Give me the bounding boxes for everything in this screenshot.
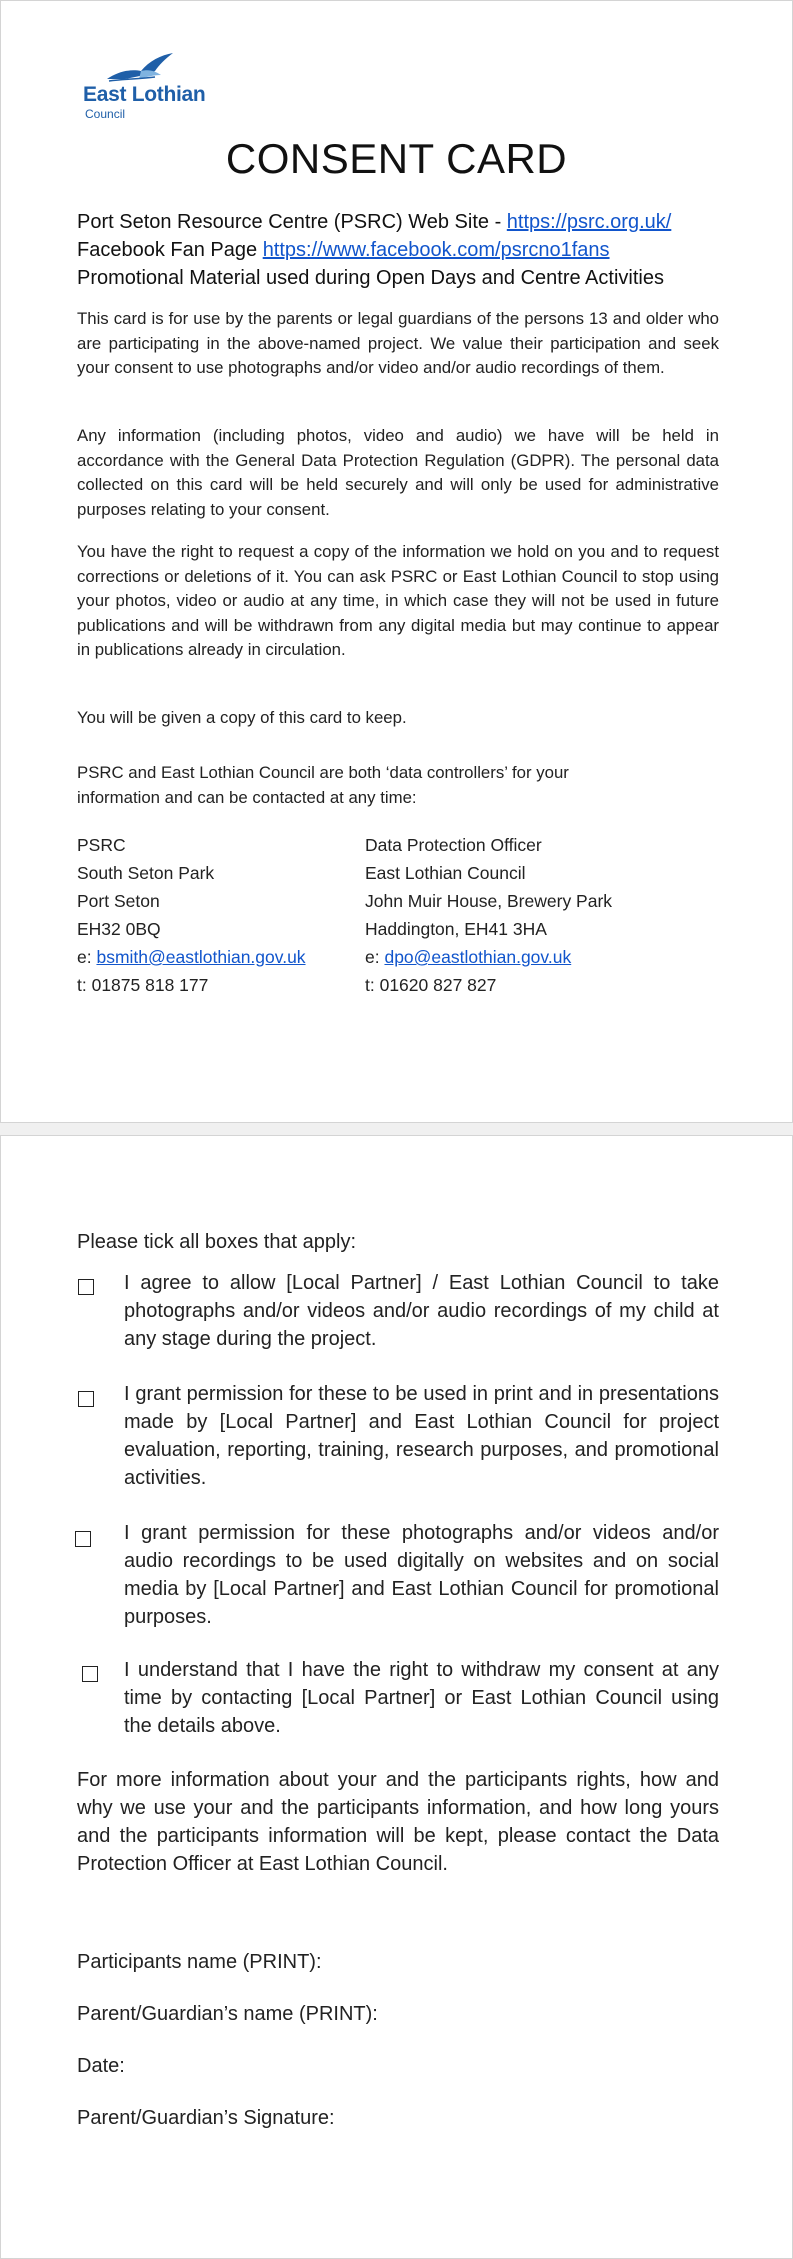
email-prefix: e: [77,947,97,967]
tick-instruction: Please tick all boxes that apply: [77,1231,357,1253]
participant-name-field[interactable]: Participants name (PRINT): [77,1951,322,1973]
address-line: John Muir House, Brewery Park [365,891,613,911]
address-line: PSRC [77,835,126,855]
email-line [365,943,612,971]
consent-checkbox-3[interactable] [75,1531,91,1547]
psrc-contact [77,831,306,999]
phone-line: t: 01875 818 177 [77,975,209,995]
rights-paragraph: You have the right to request a copy of the information we hold on you and to request corrections or deletions of it. You can ask PSRC or East Lothian Council to stop using your photos, video or audio at any time, in which case they will not be used in future publications and will be withdrawn from any digital media but may continue to appear in publications already in circulation. [77,542,719,659]
logo-name: East Lothian [83,83,206,106]
signature-field[interactable]: Parent/Guardian’s Signature: [77,2107,335,2129]
address-line: South Seton Park [77,863,215,883]
intro-paragraph: This card is for use by the parents or legal guardians of the persons 13 and older who are participating in the above-named project. We value their participation and seek your consent to use photographs and/or video and/or audio recordings of them. [77,309,719,377]
address-line: East Lothian Council [365,863,526,883]
consent-card-page-2 [0,1135,793,2259]
psrc-email-link[interactable]: bsmith@eastlothian.gov.uk [96,947,306,967]
address-line: EH32 0BQ [77,919,161,939]
consent-item-3: I grant permission for these photographs and/or videos and/or audio recordings to be used digitally on websites and on social media by [Local Partner] and East Lothian Council for promotional purposes. [124,1522,719,1628]
website-line [77,211,671,234]
bird-logo-icon [105,49,175,85]
email-prefix: e: [365,947,385,967]
date-field[interactable]: Date: [77,2055,125,2077]
consent-checkbox-2[interactable] [78,1391,94,1407]
logo-subtitle: Council [85,107,126,121]
promo-line: Promotional Material used during Open Days and Centre Activities [77,267,664,289]
consent-checkbox-4[interactable] [82,1666,98,1682]
consent-card-page-1 [0,0,793,1123]
controllers-paragraph: PSRC and East Lothian Council are both ‘data controllers’ for your information and can be contacted at any time: [77,763,569,807]
phone-line: t: 01620 827 827 [365,975,497,995]
address-line: Port Seton [77,891,160,911]
guardian-name-field[interactable]: Parent/Guardian’s name (PRINT): [77,2003,378,2025]
gdpr-paragraph: Any information (including photos, video and audio) we have will be held in accordance with the General Data Protection Regulation (GDPR). The personal data collected on this card will be held securely and will only be used for administrative purposes relating to your consent. [77,426,719,519]
address-line: Data Protection Officer [365,835,542,855]
facebook-label: Facebook Fan Page [77,239,263,261]
address-line: Haddington, EH41 3HA [365,919,547,939]
east-lothian-council-logo [83,49,223,123]
consent-checkbox-1[interactable] [78,1279,94,1295]
website-label: Port Seton Resource Centre (PSRC) Web Site - [77,211,507,233]
email-line [77,943,306,971]
dpo-contact [365,831,612,999]
consent-item-4: I understand that I have the right to withdraw my consent at any time by contacting [Local Partner] or East Lothian Council using the details above. [124,1659,719,1737]
page-title: CONSENT CARD [225,135,568,182]
facebook-line [77,239,610,262]
consent-item-1: I agree to allow [Local Partner] / East Lothian Council to take photographs and/or videos and/or audio recordings of my child at any stage during the project. [124,1272,719,1350]
consent-item-2: I grant permission for these to be used in print and in presentations made by [Local Partner] and East Lothian Council for project evaluation, reporting, training, research purposes, and promotional activities. [124,1383,719,1489]
dpo-email-link[interactable]: dpo@eastlothian.gov.uk [384,947,572,967]
facebook-link[interactable]: https://www.facebook.com/psrcno1fans [262,239,610,261]
website-link[interactable]: https://psrc.org.uk/ [506,211,672,233]
copy-paragraph: You will be given a copy of this card to keep. [77,708,407,727]
more-information-paragraph: For more information about your and the participants rights, how and why we use your and the participants information, and how long yours and the participants information will be kept, please contact the Data Protection Officer at East Lothian Council. [77,1769,719,1875]
